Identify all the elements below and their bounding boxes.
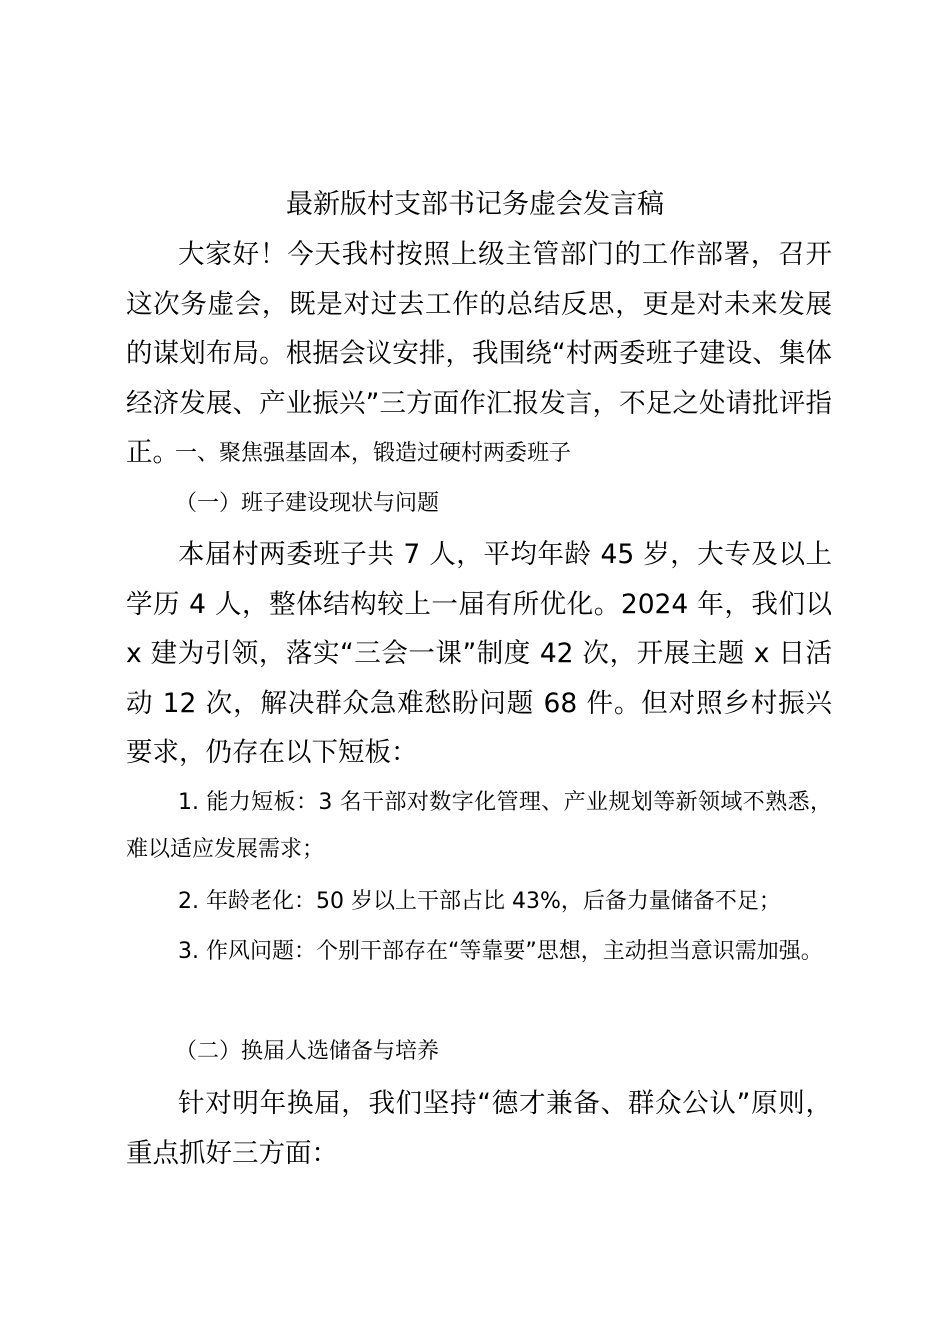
- reserve-paragraph: 针对明年换届，我们坚持“德才兼备、群众公认”原则，重点抓好三方面：: [126, 1088, 832, 1169]
- status-paragraph: 本届村两委班子共 7 人，平均年龄 45 岁，大专及以上学历 4 人，整体结构较上一届有所优化。2024 年，我们以 x 建为引领，落实“三会一课”制度 42 次，开展主题 x 日活动 12 次，解决群众急难愁盼问题 68 件。但对照乡村振兴要求，仍存在以下短板：: [126, 539, 832, 768]
- document-title: 最新版村支部书记务虚会发言稿: [286, 189, 664, 220]
- section-heading-1: 一、聚焦强基固本，锻造过硬村两委班子: [175, 441, 572, 466]
- issue-item-2: 2. 年龄老化：50 岁以上干部占比 43%，后备力量储备不足；: [178, 889, 781, 914]
- subsection-heading-1: （一）班子建设现状与问题: [175, 491, 440, 516]
- intro-paragraph: 大家好！今天我村按照上级主管部门的工作部署，召开这次务虚会，既是对过去工作的总结反思，更是对未来发展的谋划布局。根据会议安排，我围绕“村两委班子建设、集体经济发展、产业振兴”三方面作汇报发言，不足之处请批评指正。: [126, 239, 832, 468]
- issue-item-3: 3. 作风问题：个别干部存在“等靠要”思想，主动担当意识需加强。: [178, 939, 823, 964]
- subsection-heading-2: （二）换届人选储备与培养: [175, 1039, 440, 1064]
- issue-item-1: 1. 能力短板：3 名干部对数字化管理、产业规划等新领域不熟悉，难以适应发展需求；: [126, 790, 832, 862]
